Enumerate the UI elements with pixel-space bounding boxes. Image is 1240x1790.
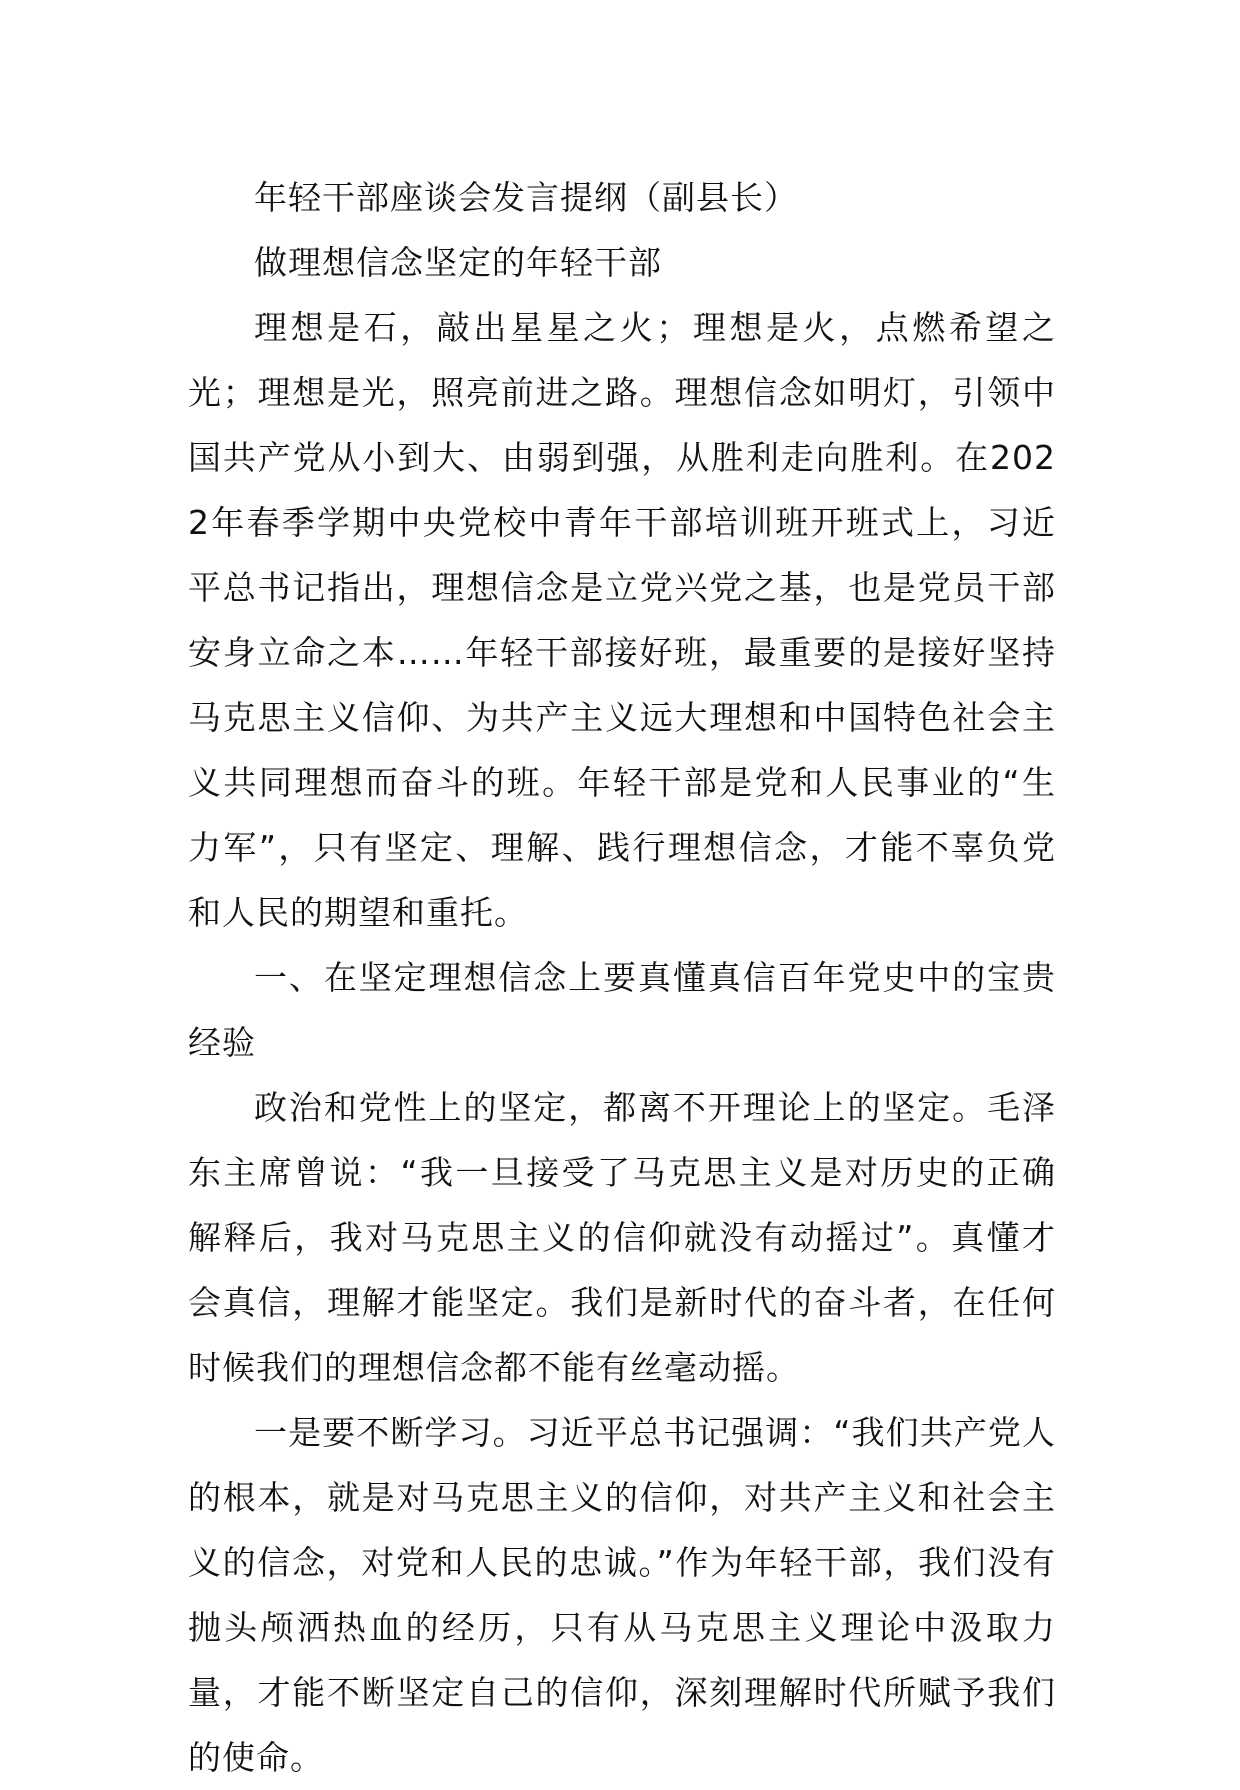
paragraph-section-one: 政治和党性上的坚定，都离不开理论上的坚定。毛泽东主席曾说：“我一旦接受了马克思主义是对历史的正确解释后，我对马克思主义的信仰就没有动摇过”。真懂才会真信，理解才能坚定。我们是新时代的奋斗者，在任何时候我们的理想信念都不能有丝毫动摇。 xyxy=(188,1088,1056,1387)
document-subtitle: 做理想信念坚定的年轻干部 xyxy=(254,243,662,282)
document-title: 年轻干部座谈会发言提纲（副县长） xyxy=(254,178,798,217)
section-heading-one: 一、在坚定理想信念上要真懂真信百年党史中的宝贵经验 xyxy=(188,958,1056,1062)
paragraph-point-one: 一是要不断学习。习近平总书记强调：“我们共产党人的根本，就是对马克思主义的信仰，对共产主义和社会主义的信念，对党和人民的忠诚。”作为年轻干部，我们没有抛头颅洒热血的经历，只有从马克思主义理论中汲取力量，才能不断坚定自己的信仰，深刻理解时代所赋予我们的使命。 xyxy=(188,1413,1056,1777)
paragraph-intro: 理想是石，敲出星星之火；理想是火，点燃希望之光；理想是光，照亮前进之路。理想信念如明灯，引领中国共产党从小到大、由弱到强，从胜利走向胜利。在2022年春季学期中央党校中青年干部培训班开班式上，习近平总书记指出，理想信念是立党兴党之基，也是党员干部安身立命之本……年轻干部接好班，最重要的是接好坚持马克思主义信仰、为共产主义远大理想和中国特色社会主义共同理想而奋斗的班。年轻干部是党和人民事业的“生力军”，只有坚定、理解、践行理想信念，才能不辜负党和人民的期望和重托。 xyxy=(188,308,1056,932)
document-body xyxy=(188,165,1056,1790)
